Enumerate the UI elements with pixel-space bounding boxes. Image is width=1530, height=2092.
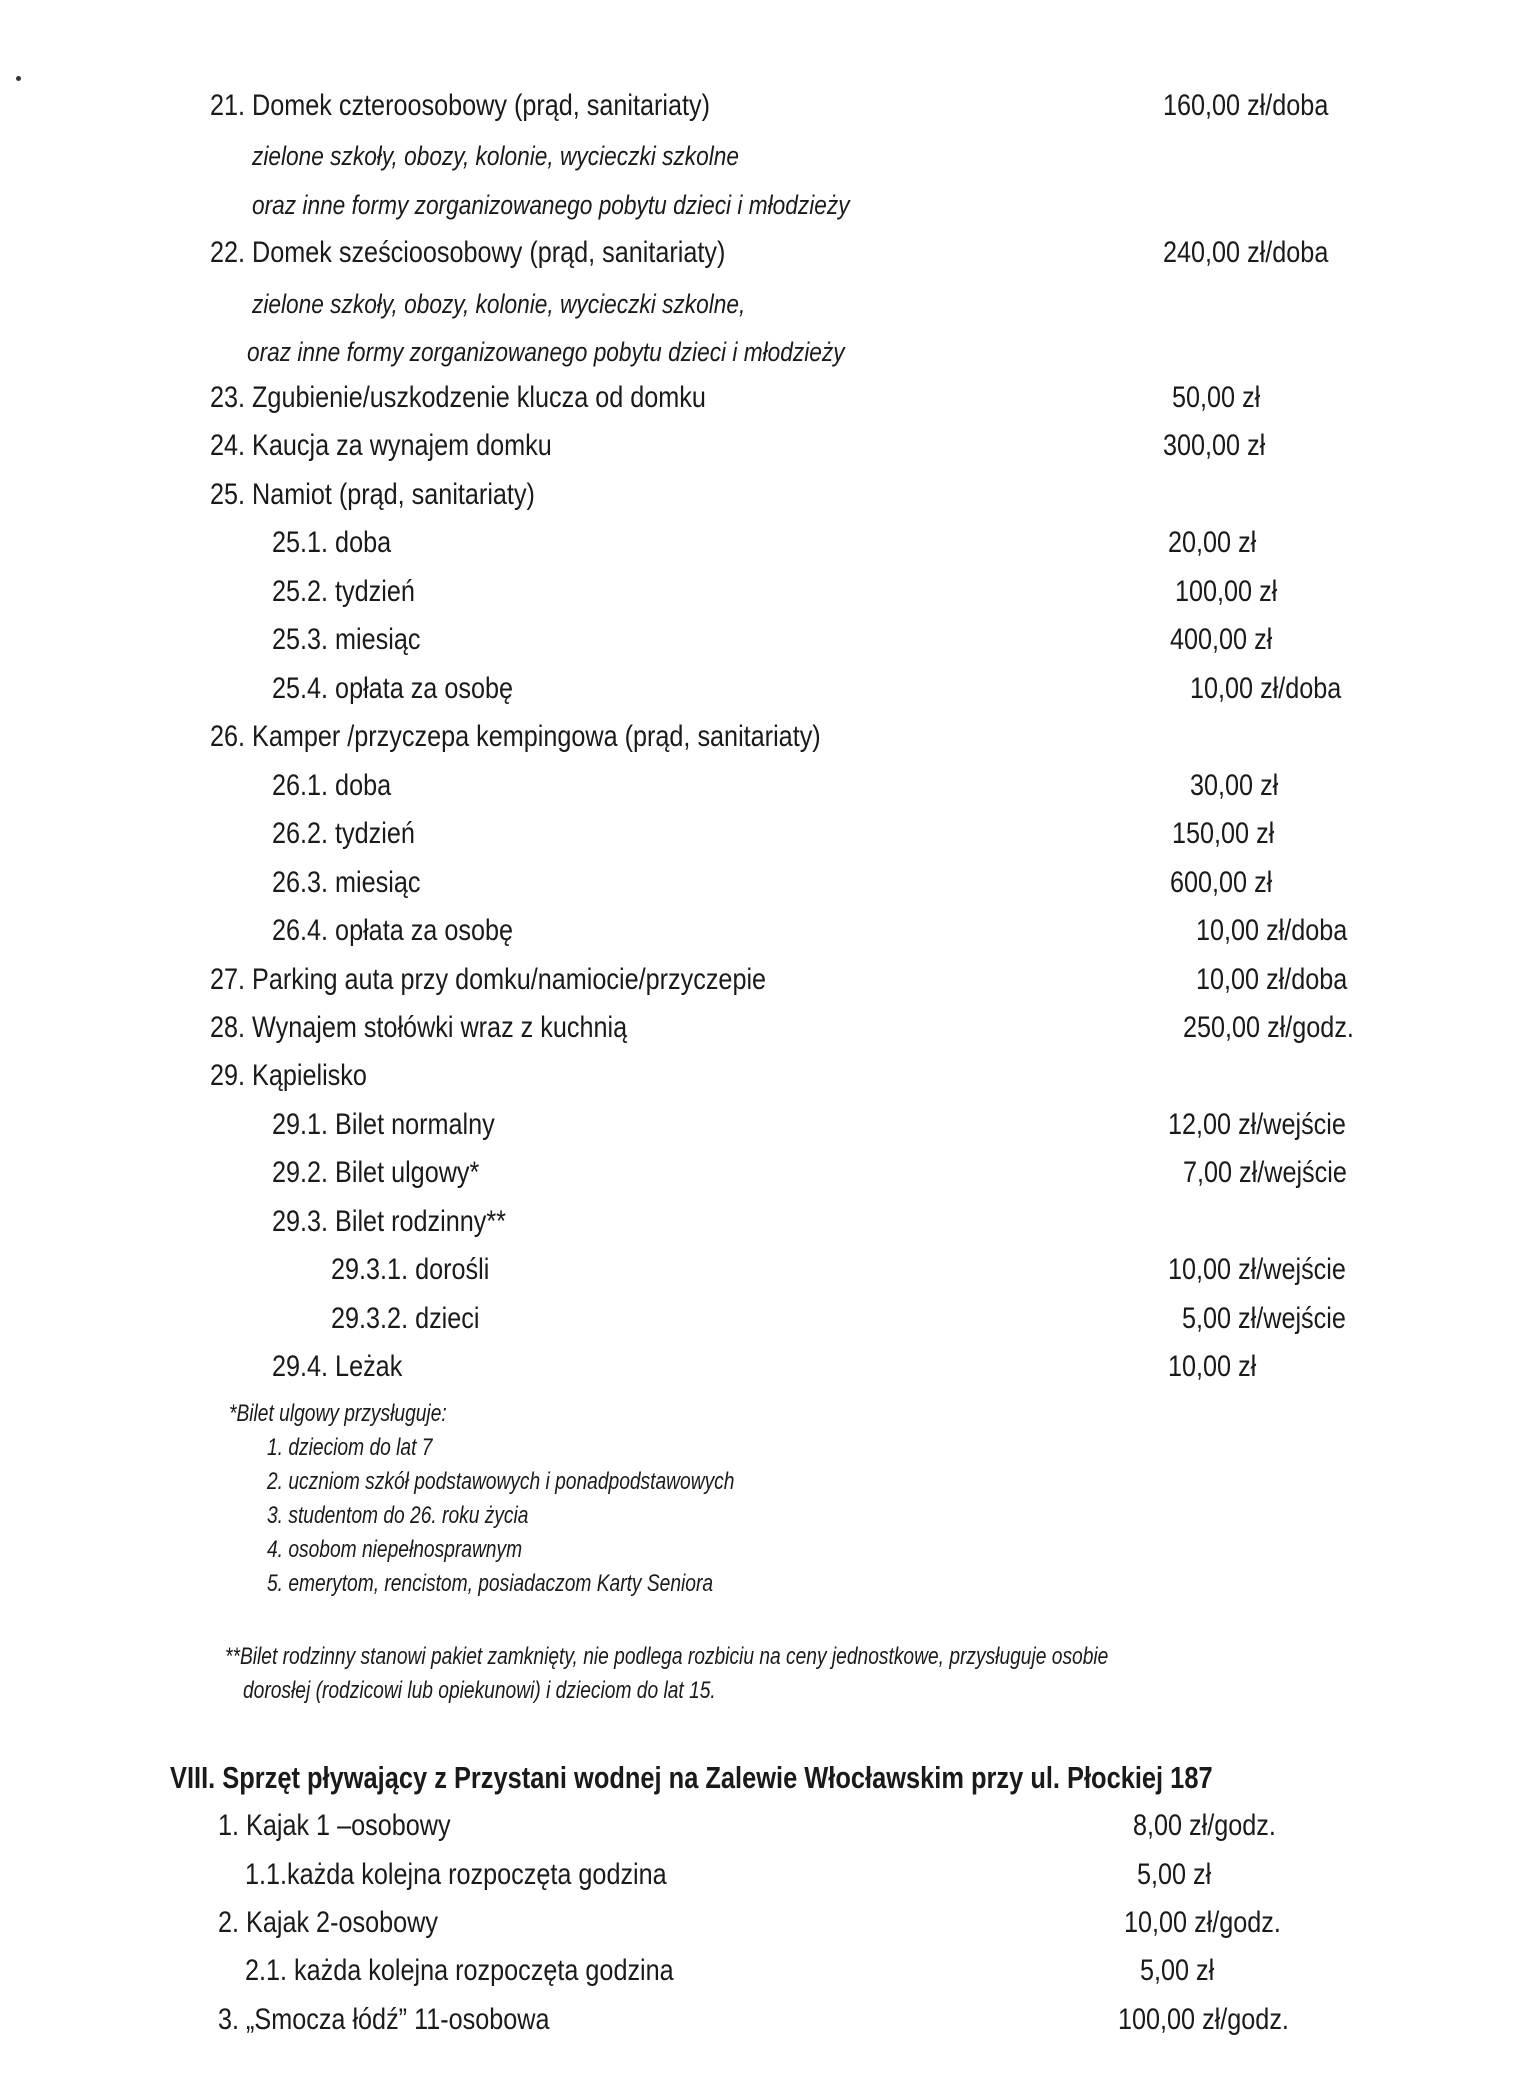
item-note <box>0 134 1530 178</box>
price-item-24 <box>0 424 1530 468</box>
item-price: 10,00 zł/doba <box>1190 672 1342 705</box>
item-note <box>0 282 1530 326</box>
item-label: 25.4. opłata za osobę <box>272 672 513 705</box>
item-label: zielone szkoły, obozy, kolonie, wycieczki szkolne <box>252 141 739 171</box>
price-item-22 <box>0 231 1530 275</box>
item-price: 10,00 zł/godz. <box>1124 1906 1281 1939</box>
item-label: 21. Domek czteroosobowy (prąd, sanitariaty) <box>210 89 711 122</box>
item-label: 25.2. tydzień <box>272 575 415 608</box>
item-label: 26.4. opłata za osobę <box>272 914 513 947</box>
item-note <box>0 330 1530 374</box>
item-label: 26.1. doba <box>272 769 392 802</box>
price-item <box>0 1901 1530 1945</box>
footnote-title: *Bilet ulgowy przysługuje: <box>229 1400 447 1427</box>
item-label: 27. Parking auta przy domku/namiocie/przyczepie <box>210 963 767 996</box>
item-label: 29.1. Bilet normalny <box>272 1108 495 1141</box>
item-label: 2. Kajak 2-osobowy <box>218 1906 438 1939</box>
item-label: 29. Kąpielisko <box>210 1059 367 1092</box>
item-label: 29.3.1. dorośli <box>331 1253 490 1286</box>
item-label: oraz inne formy zorganizowanego pobytu dzieci i młodzieży <box>247 337 845 367</box>
footnote-line: 5. emerytom, rencistom, posiadaczom Karty Seniora <box>267 1570 714 1597</box>
price-subitem <box>0 618 1530 662</box>
item-price: 5,00 zł/wejście <box>1182 1302 1346 1335</box>
item-label: 26.2. tydzień <box>272 817 415 850</box>
price-item-21 <box>0 84 1530 128</box>
item-price: 20,00 zł <box>1168 526 1257 559</box>
price-subitem <box>0 1297 1530 1341</box>
price-item-27 <box>0 958 1530 1002</box>
item-price: 100,00 zł <box>1175 575 1278 608</box>
item-label: 22. Domek sześcioosobowy (prąd, sanitariaty) <box>210 236 726 269</box>
price-item-29 <box>0 1054 1530 1098</box>
item-label: 26. Kamper /przyczepa kempingowa (prąd, sanitariaty) <box>210 720 821 753</box>
price-item-25 <box>0 473 1530 517</box>
item-price: 5,00 zł <box>1137 1858 1212 1891</box>
footnote-line: 3. studentom do 26. roku życia <box>267 1502 529 1529</box>
item-label: 1. Kajak 1 –osobowy <box>218 1809 451 1842</box>
price-subitem <box>0 1248 1530 1292</box>
item-note <box>0 183 1530 227</box>
item-price: 400,00 zł <box>1170 623 1273 656</box>
item-label: 25.3. miesiąc <box>272 623 421 656</box>
price-subitem <box>0 909 1530 953</box>
price-item-23 <box>0 376 1530 420</box>
item-label: 3. „Smocza łódź” 11-osobowa <box>218 2003 550 2036</box>
item-price: 250,00 zł/godz. <box>1183 1011 1354 1044</box>
price-subitem <box>0 764 1530 808</box>
item-price: 240,00 zł/doba <box>1163 236 1329 269</box>
footnote-line: 2. uczniom szkół podstawowych i ponadpodstawowych <box>267 1468 735 1495</box>
price-subitem <box>0 1345 1530 1389</box>
price-subitem <box>0 1103 1530 1147</box>
item-label: zielone szkoły, obozy, kolonie, wycieczki szkolne, <box>252 289 746 319</box>
item-label: 24. Kaucja za wynajem domku <box>210 429 552 462</box>
item-price: 5,00 zł <box>1140 1954 1215 1987</box>
price-subitem <box>0 812 1530 856</box>
item-price: 10,00 zł/wejście <box>1168 1253 1346 1286</box>
item-price: 8,00 zł/godz. <box>1133 1809 1276 1842</box>
price-subitem <box>0 570 1530 614</box>
footnote-line: 1. dzieciom do lat 7 <box>267 1434 433 1461</box>
item-price: 7,00 zł/wejście <box>1183 1156 1347 1189</box>
section-heading: VIII. Sprzęt pływający z Przystani wodnej na Zalewie Włocławskim przy ul. Płockiej 187 <box>170 1760 1213 1795</box>
price-subitem <box>0 1949 1530 1993</box>
item-label: 2.1. każda kolejna rozpoczęta godzina <box>245 1954 674 1987</box>
item-label: 29.4. Leżak <box>272 1350 403 1383</box>
item-label: 25. Namiot (prąd, sanitariaty) <box>210 478 535 511</box>
price-item <box>0 1998 1530 2042</box>
item-label: oraz inne formy zorganizowanego pobytu dzieci i młodzieży <box>252 190 850 220</box>
item-price: 30,00 zł <box>1190 769 1279 802</box>
item-label: 28. Wynajem stołówki wraz z kuchnią <box>210 1011 628 1044</box>
price-subitem <box>0 521 1530 565</box>
item-price: 100,00 zł/godz. <box>1118 2003 1289 2036</box>
item-price: 160,00 zł/doba <box>1163 89 1329 122</box>
item-price: 600,00 zł <box>1170 866 1273 899</box>
price-subitem <box>0 667 1530 711</box>
item-price: 150,00 zł <box>1172 817 1275 850</box>
price-item-28 <box>0 1006 1530 1050</box>
scan-speck <box>16 76 21 81</box>
price-subitem <box>0 1200 1530 1244</box>
item-price: 10,00 zł/doba <box>1196 914 1348 947</box>
footnote-line: dorosłej (rodzicowi lub opiekunowi) i dzieciom do lat 15. <box>243 1677 716 1704</box>
item-label: 23. Zgubienie/uszkodzenie klucza od domku <box>210 381 706 414</box>
price-subitem <box>0 1853 1530 1897</box>
item-label: 26.3. miesiąc <box>272 866 421 899</box>
price-subitem <box>0 861 1530 905</box>
price-item <box>0 1804 1530 1848</box>
item-label: 25.1. doba <box>272 526 392 559</box>
item-price: 10,00 zł <box>1168 1350 1257 1383</box>
item-label: 29.3. Bilet rodzinny** <box>272 1205 506 1238</box>
footnote-line: **Bilet rodzinny stanowi pakiet zamknięty, nie podlega rozbiciu na ceny jednostkowe, przysługuje osobie <box>225 1643 1109 1670</box>
item-label: 29.2. Bilet ulgowy* <box>272 1156 480 1189</box>
item-label: 1.1.każda kolejna rozpoczęta godzina <box>245 1858 667 1891</box>
item-price: 12,00 zł/wejście <box>1168 1108 1346 1141</box>
item-price: 10,00 zł/doba <box>1196 963 1348 996</box>
price-item-26 <box>0 715 1530 759</box>
item-label: 29.3.2. dzieci <box>331 1302 480 1335</box>
price-subitem <box>0 1151 1530 1195</box>
item-price: 50,00 zł <box>1172 381 1261 414</box>
item-price: 300,00 zł <box>1163 429 1266 462</box>
footnote-line: 4. osobom niepełnosprawnym <box>267 1536 523 1563</box>
